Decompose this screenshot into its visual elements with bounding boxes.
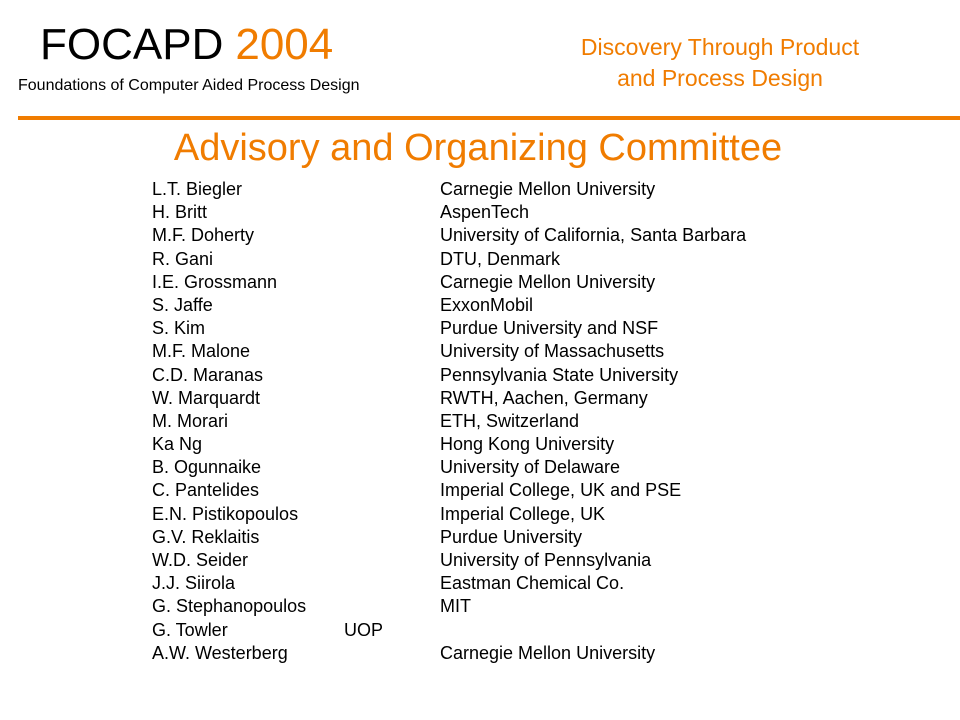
member-affiliation: Hong Kong University bbox=[440, 434, 615, 455]
member-name: B. Ogunnaike bbox=[152, 457, 262, 478]
member-name: J.J. Siirola bbox=[152, 573, 236, 594]
member-affiliation: AspenTech bbox=[440, 202, 530, 223]
member-affiliation: Eastman Chemical Co. bbox=[440, 573, 625, 594]
member-name: G. Stephanopoulos bbox=[152, 596, 307, 617]
member-name: M.F. Doherty bbox=[152, 225, 255, 246]
member-name: E.N. Pistikopoulos bbox=[152, 503, 299, 524]
member-name: C.D. Maranas bbox=[152, 364, 264, 385]
logo-year: 2004 bbox=[235, 20, 334, 69]
member-affiliation: Purdue University and NSF bbox=[440, 318, 659, 339]
logo-name: FOCAPD bbox=[40, 20, 224, 69]
member-affiliation: University of California, Santa Barbara bbox=[440, 225, 747, 246]
logo-title bbox=[40, 20, 333, 70]
member-name: Ka Ng bbox=[152, 434, 203, 455]
member-affiliation: Carnegie Mellon University bbox=[440, 179, 656, 199]
member-affiliation: University of Pennsylvania bbox=[440, 550, 652, 570]
focapd-logo bbox=[40, 20, 333, 70]
member-name: C. Pantelides bbox=[152, 480, 260, 501]
member-affiliation: Purdue University bbox=[440, 526, 583, 547]
member-affiliation: ExxonMobil bbox=[440, 294, 534, 315]
member-name: M. Morari bbox=[152, 410, 228, 431]
member-affiliation: UOP bbox=[344, 619, 384, 640]
slide-title: Advisory and Organizing Committee bbox=[173, 127, 783, 169]
member-name: S. Kim bbox=[152, 318, 206, 339]
member-affiliation: University of Delaware bbox=[440, 457, 621, 478]
member-affiliation: Carnegie Mellon University bbox=[440, 642, 656, 663]
member-name: S. Jaffe bbox=[152, 294, 213, 315]
member-affiliation: RWTH, Aachen, Germany bbox=[440, 387, 648, 408]
member-affiliation: University of Massachusetts bbox=[440, 341, 665, 362]
conference-tagline bbox=[530, 32, 910, 94]
member-name: H. Britt bbox=[152, 202, 208, 223]
member-affiliation: Pennsylvania State University bbox=[440, 364, 679, 385]
member-name: L.T. Biegler bbox=[152, 179, 243, 199]
member-name: W. Marquardt bbox=[152, 387, 261, 408]
member-affiliation: MIT bbox=[440, 596, 471, 617]
member-affiliation: Carnegie Mellon University bbox=[440, 271, 656, 292]
member-name: W.D. Seider bbox=[152, 550, 249, 570]
member-name: G. Towler bbox=[152, 619, 228, 640]
member-affiliation: Imperial College, UK bbox=[440, 503, 606, 524]
member-name: A.W. Westerberg bbox=[152, 642, 288, 663]
header-divider bbox=[18, 116, 960, 120]
tagline-line-1: Discovery Through Product bbox=[580, 34, 860, 60]
member-affiliation: Imperial College, UK and PSE bbox=[440, 480, 682, 501]
member-name: I.E. Grossmann bbox=[152, 271, 278, 292]
member-name: G.V. Reklaitis bbox=[152, 526, 260, 547]
logo-subtitle: Foundations of Computer Aided Process Design bbox=[18, 77, 360, 94]
member-affiliation: ETH, Switzerland bbox=[440, 410, 580, 431]
tagline-line-2: and Process Design bbox=[617, 65, 823, 91]
member-name: M.F. Malone bbox=[152, 341, 251, 362]
member-affiliation: DTU, Denmark bbox=[440, 248, 561, 269]
member-name: R. Gani bbox=[152, 248, 214, 269]
